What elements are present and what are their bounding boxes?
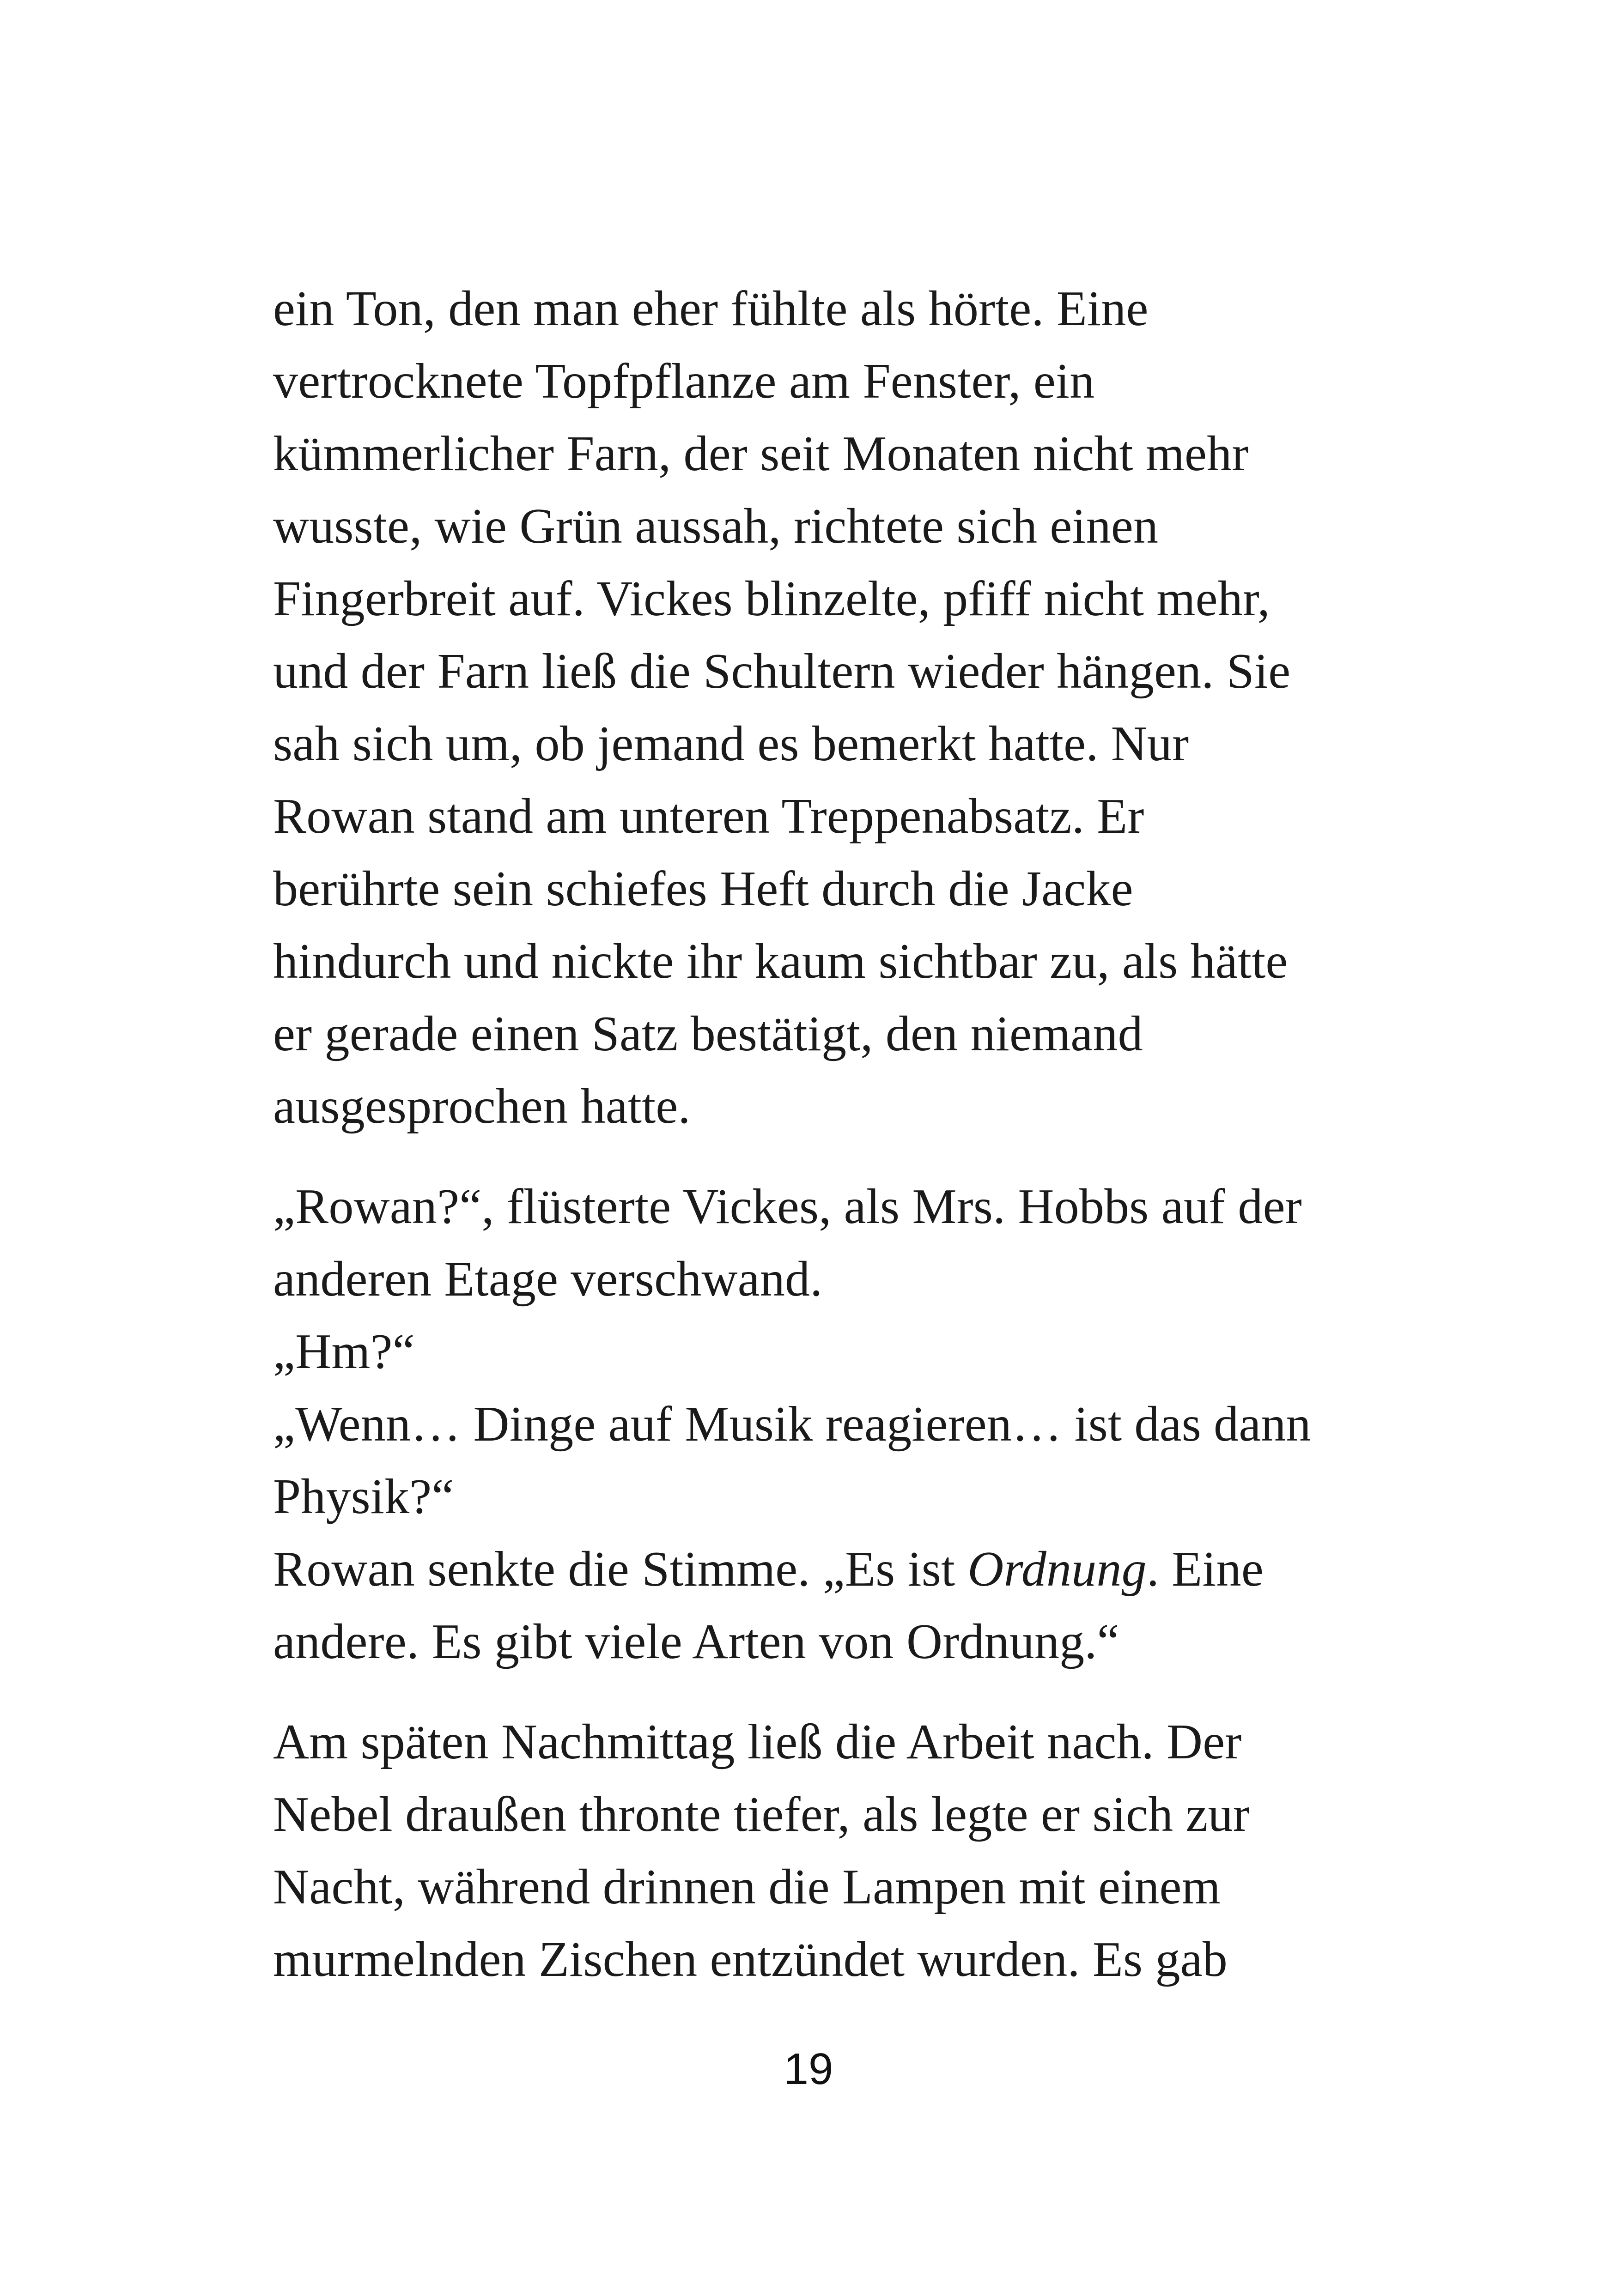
page-number: 19 [784,2044,833,2094]
paragraph-spacer [273,1678,1350,1706]
paragraph-1 [273,273,1350,1143]
text-line: kümmerlicher Farn, der seit Monaten nicht mehr [273,426,1249,481]
text-line: Nacht, während drinnen die Lampen mit einem [273,1860,1221,1914]
text-line: hindurch und nickte ihr kaum sichtbar zu, als hätte [273,934,1288,989]
text-line: andere. Es gibt viele Arten von Ordnung.“ [273,1614,1119,1669]
text-line: anderen Etage verschwand. [273,1252,823,1307]
text-line: Fingerbreit auf. Vickes blinzelte, pfiff nicht mehr, [273,571,1270,626]
text-line: „Hm?“ [273,1324,415,1379]
text-line: „Rowan?“, flüsterte Vickes, als Mrs. Hobbs auf der [273,1179,1302,1234]
text-line: „Wenn… Dinge auf Musik reagieren… ist das dann [273,1397,1311,1452]
paragraph-3 [273,1706,1350,1996]
body-text [273,273,1350,1996]
text-line: vertrocknete Topfpflanze am Fenster, ein [273,354,1095,409]
text-line: er gerade einen Satz bestätigt, den niemand [273,1006,1143,1061]
text-line: ein Ton, den man eher fühlte als hörte. Eine [273,281,1149,336]
paragraph-2-dialogue [273,1170,1350,1678]
paragraph-spacer [273,1143,1350,1170]
text-segment: Rowan senkte die Stimme. „Es ist [273,1542,968,1597]
text-line-with-emphasis [273,1533,1350,1605]
text-segment: . Eine [1146,1542,1264,1597]
text-line: murmelnden Zischen entzündet wurden. Es gab [273,1932,1228,1987]
text-line: ausgesprochen hatte. [273,1079,691,1134]
text-line: Nebel draußen thronte tiefer, als legte er sich zur [273,1787,1250,1842]
text-line: berührte sein schiefes Heft durch die Jacke [273,861,1133,916]
text-line: und der Farn ließ die Schultern wieder hängen. Sie [273,644,1291,699]
text-line: sah sich um, ob jemand es bemerkt hatte. Nur [273,716,1189,771]
text-line: Rowan stand am unteren Treppenabsatz. Er [273,789,1144,844]
text-line: Physik?“ [273,1469,454,1524]
text-line: Am späten Nachmittag ließ die Arbeit nach. Der [273,1714,1242,1769]
emphasized-word: Ordnung [967,1542,1147,1597]
text-line: wusste, wie Grün aussah, richtete sich einen [273,499,1159,554]
